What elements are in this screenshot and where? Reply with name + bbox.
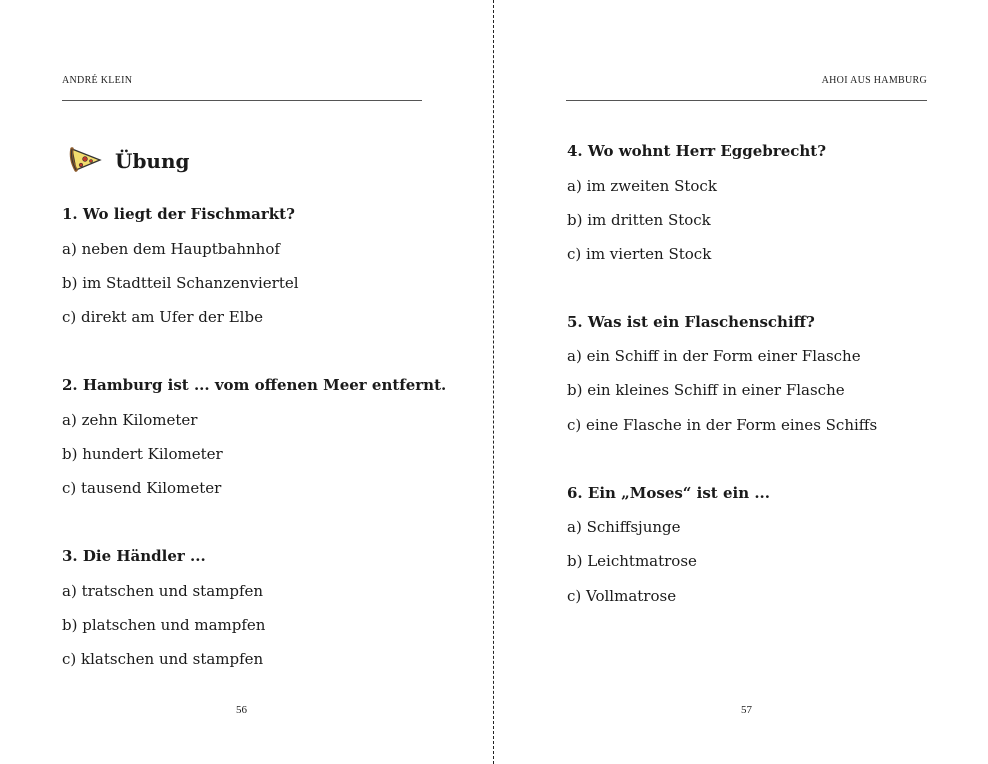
question-2-option-c: c) tausend Kilometer xyxy=(62,479,222,497)
question-4: 4. Wo wohnt Herr Eggebrecht? xyxy=(567,142,826,160)
question-4-option-b: b) im dritten Stock xyxy=(567,211,711,229)
page-number: 57 xyxy=(741,704,752,716)
question-3-option-b: b) platschen und mampfen xyxy=(62,616,266,634)
running-header-author: ANDRÉ KLEIN xyxy=(62,75,133,86)
page-number: 56 xyxy=(236,704,247,716)
question-2-option-b: b) hundert Kilometer xyxy=(62,445,223,463)
question-6-option-a: a) Schiffsjunge xyxy=(567,518,681,536)
question-5: 5. Was ist ein Flaschenschiff? xyxy=(567,313,815,331)
exercise-heading xyxy=(67,143,190,179)
question-5-option-a: a) ein Schiff in der Form einer Flasche xyxy=(567,347,861,365)
right-page xyxy=(495,0,988,764)
question-2-option-a: a) zehn Kilometer xyxy=(62,411,198,429)
question-3-option-c: c) klatschen und stampfen xyxy=(62,650,264,668)
question-6-option-b: b) Leichtmatrose xyxy=(567,552,697,570)
pizza-slice-icon xyxy=(67,143,103,179)
question-3-option-a: a) tratschen und stampfen xyxy=(62,582,264,600)
question-1-option-a: a) neben dem Hauptbahnhof xyxy=(62,240,280,258)
question-3: 3. Die Händler ... xyxy=(62,547,206,565)
question-1-option-c: c) direkt am Ufer der Elbe xyxy=(62,308,263,326)
question-4-option-a: a) im zweiten Stock xyxy=(567,177,717,195)
question-6: 6. Ein „Moses“ ist ein ... xyxy=(567,484,770,502)
running-header-title: AHOI AUS HAMBURG xyxy=(821,75,927,86)
question-2: 2. Hamburg ist ... vom offenen Meer entfernt. xyxy=(62,376,447,394)
question-5-option-c: c) eine Flasche in der Form eines Schiffs xyxy=(567,416,878,434)
question-4-option-c: c) im vierten Stock xyxy=(567,245,712,263)
question-1-option-b: b) im Stadtteil Schanzenviertel xyxy=(62,274,299,292)
question-5-option-b: b) ein kleines Schiff in einer Flasche xyxy=(567,381,845,399)
header-rule xyxy=(62,100,422,101)
question-1: 1. Wo liegt der Fischmarkt? xyxy=(62,205,295,223)
page-title: Übung xyxy=(115,149,190,173)
header-rule xyxy=(566,100,927,101)
question-6-option-c: c) Vollmatrose xyxy=(567,587,677,605)
